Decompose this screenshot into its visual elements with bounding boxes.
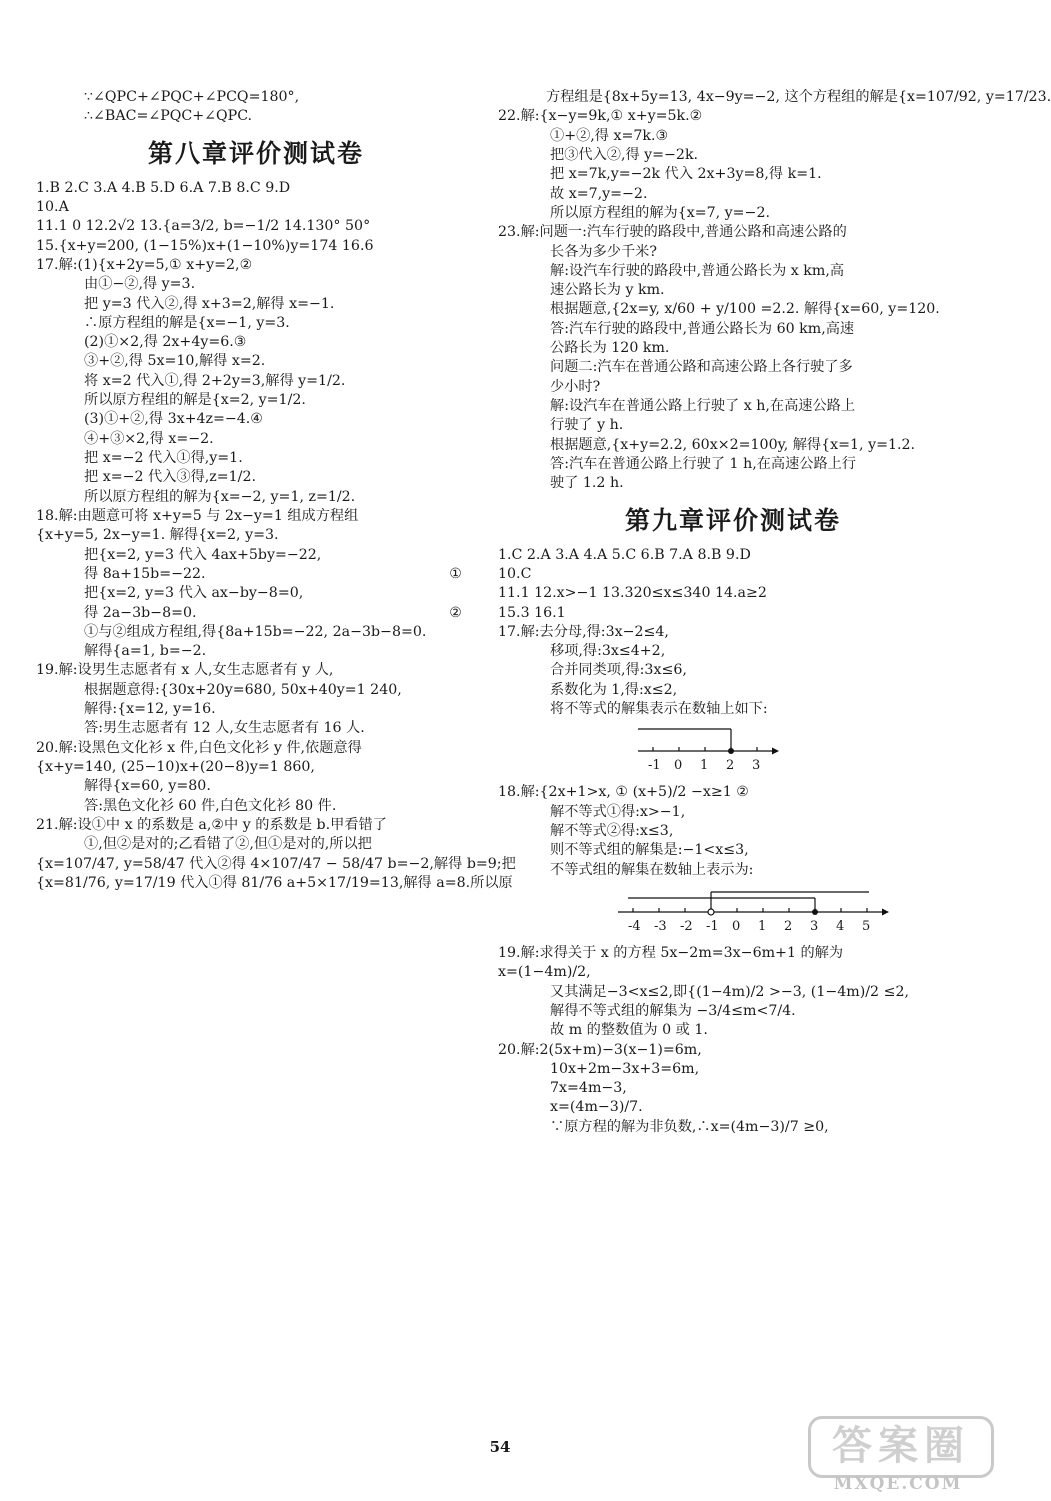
answer-line [36, 797, 476, 816]
line-text: 公路长为 120 km. [550, 340, 670, 357]
answer-line [498, 165, 968, 184]
line-text: 19.解:求得关于 x 的方程 5x−2m=3x−6m+1 的解为 [498, 944, 844, 961]
line-text: 答:汽车在普通公路上行驶了 1 h,在高速公路上行 [550, 455, 857, 472]
line-text: 解得不等式组的解集为 −3/4≤m<7/4. [550, 1002, 796, 1019]
tick-label: 1 [758, 918, 767, 934]
line-text: 17.解:去分母,得:3x−2≤4, [498, 623, 669, 640]
answer-line [498, 822, 968, 841]
answer-line [498, 107, 968, 126]
line-text: 得 8a+15b=−22. [84, 565, 206, 582]
answer-line [498, 681, 968, 700]
answer-line [498, 783, 968, 802]
line-text: 将不等式的解集表示在数轴上如下: [550, 701, 768, 718]
answer-line [36, 874, 513, 893]
line-text: x=(1−4m)/2, [498, 964, 591, 981]
answer-line [36, 410, 476, 429]
line-text: 问题二:汽车在普通公路和高速公路上各行驶了多 [550, 359, 853, 376]
answer-line [498, 146, 968, 165]
line-text: {x=81/76, y=17/19 代入①得 81/76 a+5×17/19=13,解得 a=8.所以原 [36, 874, 513, 891]
answer-line [498, 1060, 968, 1079]
line-text: 20.解:设黑色文化衫 x 件,白色文化衫 y 件,依题意得 [36, 739, 362, 756]
line-text: 10x+2m−3x+3=6m, [550, 1060, 700, 1077]
axis-arrow [772, 748, 779, 755]
answer-line [498, 88, 1051, 107]
line-text: 22.解:{x−y=9k,① x+y=5k.② [498, 108, 703, 125]
line-text: 由①−②,得 y=3. [84, 276, 196, 293]
answer-line [498, 204, 968, 223]
answer-line [36, 107, 476, 126]
number-line-svg [498, 884, 848, 940]
answer-line [36, 256, 476, 275]
line-text: 不等式组的解集在数轴上表示为: [550, 861, 754, 878]
answer-line [498, 1118, 968, 1137]
line-text: 故 x=7,y=−2. [550, 185, 648, 202]
tick-label: 2 [726, 758, 735, 774]
answer-line [498, 963, 968, 982]
line-text: x=(4m−3)/7. [550, 1099, 643, 1116]
line-text: 答:黑色文化衫 60 件,白色文化衫 80 件. [84, 797, 337, 814]
answer-line [498, 320, 968, 339]
line-text: 把 x=7k,y=−2k 代入 2x+3y=8,得 k=1. [550, 166, 822, 183]
line-text: 11.1 12.x>−1 13.320≤x≤340 14.a≥2 [498, 585, 767, 602]
tick-label: 3 [810, 918, 819, 934]
line-text: {x+y=140, (25−10)x+(20−8)y=1 860, [36, 759, 315, 775]
watermark-logo [808, 1416, 988, 1494]
line-text: 答:男生志愿者有 12 人,女生志愿者有 16 人. [84, 720, 365, 737]
answer-line [498, 584, 968, 603]
line-text: 23.解:问题一:汽车行驶的路段中,普通公路和高速公路的 [498, 224, 847, 241]
line-text: 解:设汽车在普通公路上行驶了 x h,在高速公路上 [550, 398, 856, 414]
answer-line [498, 861, 968, 880]
line-text: 11.1 0 12.2√2 13.{a=3/2, b=−1/2 14.130° 50° [36, 218, 371, 235]
number-line [498, 884, 968, 940]
line-text: {x=107/47, y=58/47 代入②得 4×107/47 − 58/47 b=−2,解得 b=9;把 [36, 855, 516, 872]
line-text: ①,但②是对的;乙看错了②,但①是对的,所以把 [84, 836, 372, 853]
tick-label: -3 [654, 918, 667, 934]
answer-line [498, 127, 968, 146]
tick-label: 0 [674, 758, 683, 774]
answer-line [36, 700, 476, 719]
answer-line [36, 507, 476, 526]
line-text: 10.C [498, 565, 532, 582]
tick-label: 1 [700, 758, 709, 774]
line-text: 所以原方程组的解为{x=7, y=−2. [550, 204, 770, 221]
answer-line [498, 565, 968, 584]
answer-line [498, 983, 968, 1002]
tick-label: 4 [836, 918, 845, 934]
chapter-title: 第八章评价测试卷 [147, 138, 364, 168]
line-text: 所以原方程组的解是{x=2, y=1/2. [84, 392, 306, 409]
line-text: 1.C 2.A 3.A 4.A 5.C 6.B 7.A 8.B 9.D [498, 546, 751, 563]
answer-line [498, 642, 968, 661]
answer-line [498, 474, 968, 493]
line-text: ∴∠BAC=∠PQC+∠QPC. [84, 108, 253, 125]
answer-line [36, 758, 476, 777]
line-text: 1.B 2.C 3.A 4.B 5.D 6.A 7.B 8.C 9.D [36, 179, 291, 196]
answer-line [498, 358, 968, 377]
line-text: 合并同类项,得:3x≤6, [550, 662, 687, 679]
answer-line [498, 243, 968, 262]
line-text: 得 2a−3b−8=0. [84, 604, 197, 621]
line-text: 解得{a=1, b=−2. [84, 643, 207, 660]
line-text: 则不等式组的解集是:−1<x≤3, [550, 842, 749, 859]
line-text: 解不等式①得:x>−1, [550, 803, 686, 820]
answer-line [36, 88, 476, 107]
answer-line [498, 339, 968, 358]
answer-line [36, 372, 476, 391]
open-point [708, 909, 714, 915]
answer-line [36, 314, 476, 333]
answer-line [36, 546, 476, 565]
line-text: 把{x=2, y=3 代入 4ax+5by=−22, [84, 546, 322, 563]
line-text: 把 y=3 代入②,得 x+3=2,解得 x=−1. [84, 295, 335, 312]
line-text: 解不等式②得:x≤3, [550, 823, 674, 839]
equation-marker: ① [449, 565, 462, 582]
answer-line [498, 944, 968, 963]
line-text: 解:设汽车行驶的路段中,普通公路长为 x km,高 [550, 262, 845, 279]
answer-line [36, 295, 476, 314]
line-text: 把{x=2, y=3 代入 ax−by−8=0, [84, 585, 304, 602]
line-text: 驶了 1.2 h. [550, 475, 624, 492]
answer-line [498, 661, 968, 680]
answer-line [36, 835, 476, 854]
line-text: ①与②组成方程组,得{8a+15b=−22, 2a−3b−8=0. [84, 623, 427, 640]
line-text: 又其满足−3<x≤2,即{(1−4m)/2 >−3, (1−4m)/2 ≤2, [550, 983, 909, 1000]
answer-line [498, 841, 968, 860]
answer-line [36, 391, 476, 410]
line-text: 行驶了 y h. [550, 417, 624, 434]
answer-line [36, 739, 476, 758]
line-text: 把③代入②,得 y=−2k. [550, 146, 699, 163]
line-text: 所以原方程组的解为{x=−2, y=1, z=1/2. [84, 488, 356, 505]
answer-line [498, 604, 968, 623]
answer-line [498, 1021, 968, 1040]
line-text: 解得{x=60, y=80. [84, 778, 211, 795]
line-text: 10.A [36, 198, 69, 215]
line-text: ③+②,得 5x=10,解得 x=2. [84, 353, 266, 370]
line-text: 根据题意,{2x=y, x/60 + y/100 =2.2. 解得{x=60, y=120. [550, 301, 940, 318]
line-text: 7x=4m−3, [550, 1080, 627, 1097]
answer-line [498, 455, 968, 474]
answer-line [498, 1002, 968, 1021]
page-number: 54 [489, 1438, 511, 1456]
answer-line [498, 546, 968, 565]
answer-line [36, 642, 476, 661]
line-text: 速公路长为 y km. [550, 282, 665, 299]
answer-line [36, 719, 476, 738]
tick-label: 3 [752, 758, 761, 774]
line-text: 把 x=−2 代入①得,y=1. [84, 450, 243, 466]
answer-line [36, 661, 476, 680]
answer-line [36, 333, 476, 352]
answer-line [36, 526, 476, 545]
chapter-title: 第九章评价测试卷 [624, 505, 841, 535]
answer-line [498, 436, 968, 455]
answer-line [498, 185, 968, 204]
answer-line [498, 416, 968, 435]
line-text: (3)①+②,得 3x+4z=−4.④ [84, 411, 264, 428]
line-text: 20.解:2(5x+m)−3(x−1)=6m, [498, 1041, 702, 1058]
line-text: 18.解:由题意可将 x+y=5 与 2x−y=1 组成方程组 [36, 507, 359, 524]
tick-label: 5 [862, 918, 871, 934]
tick-label: -1 [706, 918, 719, 934]
line-text: 15.{x+y=200, (1−15%)x+(1−10%)y=174 16.6 [36, 237, 374, 254]
answer-line [36, 449, 476, 468]
answer-line [36, 179, 476, 198]
answer-line [36, 468, 476, 487]
answer-line [498, 803, 968, 822]
line-text: 移项,得:3x≤4+2, [550, 643, 666, 660]
answer-line [36, 565, 476, 584]
answer-line [36, 816, 476, 835]
answer-line [36, 488, 476, 507]
line-text: 把 x=−2 代入③得,z=1/2. [84, 469, 256, 486]
line-text: 15.3 16.1 [498, 604, 566, 621]
watermark-url: MXQE.COM [833, 1474, 963, 1494]
line-text: ①+②,得 x=7k.③ [550, 127, 669, 144]
answer-line [36, 198, 476, 217]
line-text: ∵∠QPC+∠PQC+∠PCQ=180°, [84, 89, 300, 105]
right-column [498, 88, 1051, 1137]
line-text: 19.解:设男生志愿者有 x 人,女生志愿者有 y 人, [36, 662, 334, 679]
answer-line [498, 397, 968, 416]
answer-line [36, 584, 476, 603]
answer-line [36, 275, 476, 294]
answer-line [36, 604, 476, 623]
answer-line [36, 855, 516, 874]
line-text: 答:汽车行驶的路段中,普通公路长为 60 km,高速 [550, 320, 855, 337]
line-text: 长各为多少千米? [550, 243, 657, 260]
answer-line [498, 300, 968, 319]
answer-line [36, 217, 476, 236]
line-text: 根据题意,{x+y=2.2, 60x×2=100y, 解得{x=1, y=1.2. [550, 436, 916, 453]
line-text: 故 m 的整数值为 0 或 1. [550, 1022, 708, 1039]
answer-line [36, 352, 476, 371]
answer-line [498, 1079, 968, 1098]
line-text: 系数化为 1,得:x≤2, [550, 681, 678, 698]
line-text: ∵原方程的解为非负数,∴x=(4m−3)/7 ≥0, [550, 1118, 829, 1135]
answer-line [498, 1098, 968, 1117]
answer-line [36, 681, 476, 700]
tick-label: 0 [732, 918, 741, 934]
line-text: (2)①×2,得 2x+4y=6.③ [84, 334, 247, 351]
tick-label: -4 [628, 918, 641, 934]
answer-line [498, 262, 968, 281]
line-text: 21.解:设①中 x 的系数是 a,②中 y 的系数是 b.甲看错了 [36, 816, 387, 833]
answer-line [36, 237, 476, 256]
axis-arrow [882, 908, 889, 915]
number-line [498, 723, 968, 779]
answer-line [36, 623, 476, 642]
line-text: 方程组是{8x+5y=13, 4x−9y=−2, 这个方程组的解是{x=107/92, y=17/23. [546, 89, 1051, 105]
equation-marker: ② [449, 604, 462, 621]
closed-point [728, 748, 734, 754]
line-text: 根据题意得:{30x+20y=680, 50x+40y=1 240, [84, 681, 402, 698]
answer-line [498, 1041, 968, 1060]
tick-label: -1 [648, 758, 661, 774]
line-text: {x+y=5, 2x−y=1. 解得{x=2, y=3. [36, 527, 279, 544]
answer-line [36, 430, 476, 449]
tick-label: 2 [784, 918, 793, 934]
line-text: 17.解:(1){x+2y=5,① x+y=2,② [36, 256, 253, 273]
answer-line [498, 378, 968, 397]
line-text: 18.解:{2x+1>x, ① (x+5)/2 −x≥1 ② [498, 784, 749, 801]
closed-point [812, 909, 818, 915]
line-text: 将 x=2 代入①,得 2+2y=3,解得 y=1/2. [84, 372, 346, 389]
tick-label: -2 [680, 918, 693, 934]
line-text: 解得:{x=12, y=16. [84, 701, 216, 718]
answer-line [498, 281, 968, 300]
answer-line [498, 700, 968, 719]
line-text: 少小时? [550, 378, 601, 395]
line-text: ∴原方程组的解是{x=−1, y=3. [84, 314, 290, 331]
line-text: ④+③×2,得 x=−2. [84, 430, 214, 447]
answer-line [498, 223, 968, 242]
answer-line [498, 623, 968, 642]
answer-line [36, 777, 476, 796]
watermark-top: 答案圈 [808, 1416, 994, 1478]
